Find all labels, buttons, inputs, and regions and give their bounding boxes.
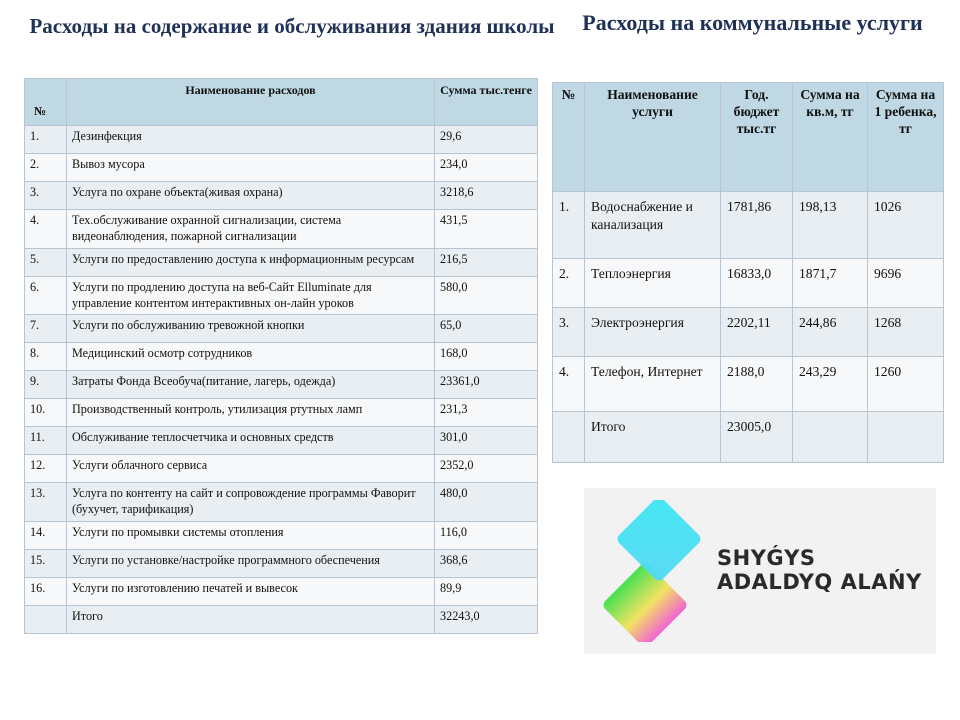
table-row (553, 192, 944, 259)
table-header-row (553, 83, 944, 192)
cell-sum: 116,0 (435, 522, 538, 550)
cell-num: 3. (553, 308, 585, 357)
cell-num: 9. (25, 371, 67, 399)
cell-expense-name: Услуги по продлению доступа на веб-Сайт Elluminate для управление контентом интерактивных он-лайн уроков (67, 276, 435, 315)
table-row (25, 522, 538, 550)
cell-expense-name: Услуги по промывки системы отопления (67, 522, 435, 550)
cell-sum: 2352,0 (435, 455, 538, 483)
cell-num: 2. (25, 154, 67, 182)
cell-per-sqm: 243,29 (793, 357, 868, 412)
cell-sum: 23361,0 (435, 371, 538, 399)
cell-expense-name: Обслуживание теплосчетчика и основных средств (67, 427, 435, 455)
cell-per-child (868, 412, 944, 463)
logo-line-1: SHYǴYS (717, 546, 816, 570)
cell-num (25, 606, 67, 634)
cell-expense-name: Услуга по охране объекта(живая охрана) (67, 182, 435, 210)
cell-per-child: 9696 (868, 259, 944, 308)
logo-panel (584, 488, 936, 654)
cell-num: 6. (25, 276, 67, 315)
table-row (25, 606, 538, 634)
cell-expense-name: Услуги по обслуживанию тревожной кнопки (67, 315, 435, 343)
logo-wordmark (717, 546, 922, 594)
header-expense-name: Наименование расходов (67, 79, 435, 126)
cell-annual-budget: 23005,0 (721, 412, 793, 463)
cell-expense-name: Затраты Фонда Всеобуча(питание, лагерь, одежда) (67, 371, 435, 399)
cell-sum: 168,0 (435, 343, 538, 371)
cell-expense-name: Итого (67, 606, 435, 634)
cell-expense-name: Производственный контроль, утилизация ртутных ламп (67, 399, 435, 427)
table-row (25, 550, 538, 578)
header-sum: Сумма тыс.тенге (435, 79, 538, 126)
cell-sum: 368,6 (435, 550, 538, 578)
cell-num: 11. (25, 427, 67, 455)
cell-num: 5. (25, 248, 67, 276)
table-row (25, 483, 538, 522)
cell-per-child: 1268 (868, 308, 944, 357)
cell-expense-name: Медицинский осмотр сотрудников (67, 343, 435, 371)
cell-per-child: 1026 (868, 192, 944, 259)
cell-num: 1. (553, 192, 585, 259)
cell-num: 1. (25, 126, 67, 154)
cell-per-sqm: 1871,7 (793, 259, 868, 308)
cell-num: 7. (25, 315, 67, 343)
cell-expense-name: Услуги по предоставлению доступа к информационным ресурсам (67, 248, 435, 276)
cell-sum: 3218,6 (435, 182, 538, 210)
cell-sum: 231,3 (435, 399, 538, 427)
cell-service-name: Электроэнергия (585, 308, 721, 357)
cell-expense-name: Услуги по установке/настройке программного обеспечения (67, 550, 435, 578)
cell-sum: 216,5 (435, 248, 538, 276)
header-service-name: Наименование услуги (585, 83, 721, 192)
cell-annual-budget: 2188,0 (721, 357, 793, 412)
cell-num (553, 412, 585, 463)
table-row (25, 371, 538, 399)
cell-service-name: Телефон, Интернет (585, 357, 721, 412)
cell-per-sqm (793, 412, 868, 463)
header-per-sqm: Сумма на кв.м, тг (793, 83, 868, 192)
cell-num: 2. (553, 259, 585, 308)
table-row (25, 276, 538, 315)
table-row (553, 308, 944, 357)
cell-annual-budget: 2202,11 (721, 308, 793, 357)
table-header-row (25, 79, 538, 126)
cell-expense-name: Услуга по контенту на сайт и сопровождение программы Фаворит (бухучет, тарификация) (67, 483, 435, 522)
cell-annual-budget: 1781,86 (721, 192, 793, 259)
cell-num: 4. (553, 357, 585, 412)
table-row (553, 412, 944, 463)
header-per-child: Сумма на 1 ребенка, тг (868, 83, 944, 192)
cell-sum: 580,0 (435, 276, 538, 315)
cell-num: 4. (25, 210, 67, 249)
table-row (553, 259, 944, 308)
cell-expense-name: Вывоз мусора (67, 154, 435, 182)
table-row (25, 427, 538, 455)
logo-mark-icon (598, 500, 708, 642)
table-row (25, 126, 538, 154)
table-row (25, 315, 538, 343)
table-row (25, 399, 538, 427)
cell-per-sqm: 244,86 (793, 308, 868, 357)
title-school-maintenance: Расходы на содержание и обслуживания здания школы (29, 14, 555, 38)
table-row (25, 182, 538, 210)
cell-sum: 480,0 (435, 483, 538, 522)
title-utilities: Расходы на коммунальные услуги (582, 10, 923, 35)
cell-num: 3. (25, 182, 67, 210)
cell-expense-name: Тех.обслуживание охранной сигнализации, система видеонаблюдения, пожарной сигнализации (67, 210, 435, 249)
cell-service-name: Теплоэнергия (585, 259, 721, 308)
table-row (553, 357, 944, 412)
cell-annual-budget: 16833,0 (721, 259, 793, 308)
header-num: № (553, 83, 585, 192)
cell-sum: 32243,0 (435, 606, 538, 634)
cell-service-name: Итого (585, 412, 721, 463)
cell-sum: 301,0 (435, 427, 538, 455)
cell-num: 10. (25, 399, 67, 427)
utilities-table (552, 82, 944, 463)
cell-sum: 431,5 (435, 210, 538, 249)
cell-num: 13. (25, 483, 67, 522)
cell-per-sqm: 198,13 (793, 192, 868, 259)
maintenance-expenses-table (24, 78, 538, 634)
cell-num: 16. (25, 578, 67, 606)
cell-sum: 65,0 (435, 315, 538, 343)
table-row (25, 578, 538, 606)
logo-line-2: ADALDYQ ALAŃY (717, 570, 922, 595)
table-row (25, 343, 538, 371)
cell-expense-name: Услуги облачного сервиса (67, 455, 435, 483)
table-row (25, 248, 538, 276)
cell-service-name: Водоснабжение и канализация (585, 192, 721, 259)
table-row (25, 210, 538, 249)
cell-sum: 234,0 (435, 154, 538, 182)
table-row (25, 455, 538, 483)
header-num: № (25, 79, 67, 126)
cell-num: 8. (25, 343, 67, 371)
cell-num: 14. (25, 522, 67, 550)
cell-sum: 29,6 (435, 126, 538, 154)
cell-num: 15. (25, 550, 67, 578)
header-annual-budget: Год. бюджет тыс.тг (721, 83, 793, 192)
cell-expense-name: Услуги по изготовлению печатей и вывесок (67, 578, 435, 606)
table-row (25, 154, 538, 182)
cell-sum: 89,9 (435, 578, 538, 606)
cell-num: 12. (25, 455, 67, 483)
cell-per-child: 1260 (868, 357, 944, 412)
cell-expense-name: Дезинфекция (67, 126, 435, 154)
